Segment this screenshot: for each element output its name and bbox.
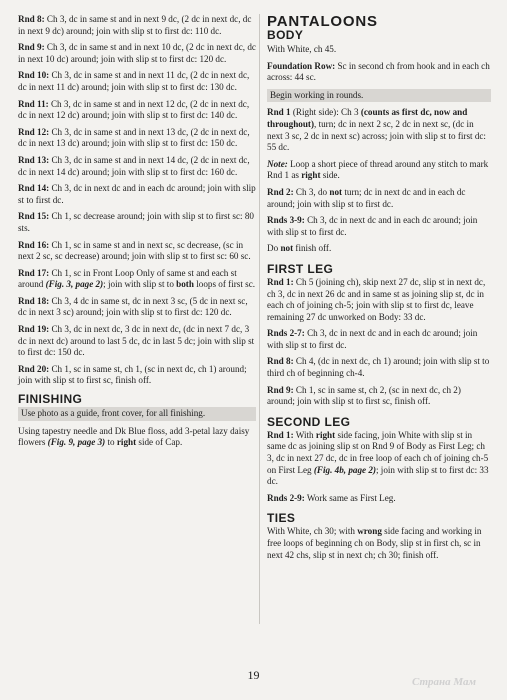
watermark-logo: Страна Мам xyxy=(412,676,477,688)
round-label: Rnds 3-9: xyxy=(267,215,305,226)
round-label: Rnd 19: xyxy=(18,324,50,335)
round-text: ; join with slip st to first dc: 33 dc. xyxy=(267,464,489,487)
round-paragraph xyxy=(18,127,256,150)
ties-paragraph xyxy=(267,526,491,561)
round-text: Ch 3, dc in same st and in next 12 dc, (2 dc in next dc, dc in next 12 dc) around; join with slip st to first dc: 140 dc. xyxy=(18,98,250,121)
round-text: loops of first sc. xyxy=(193,279,256,290)
figure-reference: (Fig. 3, page 2) xyxy=(45,279,104,290)
figure-reference: (Fig. 9, page 3) xyxy=(47,437,106,448)
body-intro: With White, ch 45. xyxy=(267,44,337,54)
round-text: , turn; dc in next 2 sc, 2 dc in next sc, (dc in next 3 sc, 2 dc in next sc) across; join with slip st to first dc: 55 dc. xyxy=(267,118,486,153)
round-paragraph xyxy=(267,328,491,351)
round-label: Rnd 14: xyxy=(18,183,50,194)
round-label: Rnd 9: xyxy=(267,384,294,395)
finishing-text: Using tapestry needle and Dk Blue floss, add 3-petal lazy daisy flowers xyxy=(18,425,250,448)
rounds-list xyxy=(18,14,256,263)
round-text: Ch 5 (joining ch), skip next 27 dc, slip st in next dc, ch 3, dc in next 26 dc and in same st as joining slip st, dc in each ch of joining ch-5; join with slip st to first dc, leave remaining 27 dc unworked on Body: 33 dc. xyxy=(267,276,486,322)
round-text: Ch 4, (dc in next dc, ch 1) around; join with slip st to third ch of beginning ch-4. xyxy=(267,356,490,379)
round-text: ; join with slip st to xyxy=(103,279,177,290)
round-text: Ch 1, sc in same st, ch 2, (sc in next dc, ch 2) around; join with slip st to first sc, finish off. xyxy=(267,384,461,407)
round-paragraph xyxy=(18,364,256,387)
round-paragraph xyxy=(267,493,491,505)
round-paragraph xyxy=(267,430,491,488)
emphasis: right xyxy=(301,170,321,181)
round-paragraph xyxy=(18,183,256,206)
instruction-paragraph xyxy=(267,243,491,255)
rounds-note: Begin working in rounds. xyxy=(267,89,491,103)
finishing-heading: FINISHING xyxy=(18,392,83,407)
round-paragraph xyxy=(18,155,256,178)
ties-text: With White, ch 30; with xyxy=(267,526,358,537)
round-text: Ch 1, sc in same st, ch 1, (sc in next dc, ch 1) around; join with slip st to first sc, finish off. xyxy=(18,363,247,386)
instruction-text: Do xyxy=(267,243,281,254)
page-number: 19 xyxy=(247,668,260,682)
round-label: Rnd 10: xyxy=(18,70,50,81)
round-paragraph xyxy=(18,42,256,65)
round-text: Ch 3, dc in next dc and in each dc around; join with slip st to first dc. xyxy=(18,183,256,205)
round-text: Ch 3, 4 dc in same st, dc in next 3 sc, (5 dc in next sc, dc in next 3 sc) around; join with slip st to first dc: 120 dc. xyxy=(18,295,248,318)
round-text: Ch 3, dc in next dc and in each dc around; join with slip st to first dc. xyxy=(267,215,478,237)
ties-heading: TIES xyxy=(267,511,296,526)
round-paragraph xyxy=(18,99,256,122)
round-text: turn; dc in next dc and in each dc around; join with slip st to first dc. xyxy=(267,186,466,209)
rounds-list xyxy=(18,296,256,387)
emphasis: both xyxy=(176,279,194,290)
round-text: Ch 3, dc in next dc and in each dc around; join with slip st to first dc. xyxy=(267,328,478,350)
round-label: Rnds 2-7: xyxy=(267,328,305,339)
round-paragraph xyxy=(18,14,256,37)
round-label: Rnd 18: xyxy=(18,295,50,306)
note-paragraph xyxy=(267,159,491,182)
emphasis: right xyxy=(116,437,137,448)
emphasis: not xyxy=(329,186,343,197)
figure-reference: (Fig. 4b, page 2) xyxy=(313,464,376,475)
emphasis: (counts as first dc, now and throughout) xyxy=(267,107,468,129)
round-label: Rnd 15: xyxy=(18,211,50,222)
round-text: Ch 3, dc in next dc, 3 dc in next dc, (dc in next 7 dc, 3 dc in next dc) around to last 5 dc, dc in last 5 dc; join with slip st to first dc: 150 dc. xyxy=(18,324,255,358)
round-label: Rnd 12: xyxy=(18,126,50,137)
round-text: Ch 3, dc in same st and in next 13 dc, (2 dc in next dc, dc in next 13 dc) around; join with slip st to first dc: 150 dc. xyxy=(18,126,250,149)
round-label: Rnd 16: xyxy=(18,239,50,250)
round-paragraph xyxy=(18,268,256,291)
round-text: (Right side): Ch 3 xyxy=(290,107,361,118)
round-text: side facing, join White with slip st in same dc as joining slip st on Rnd 9 of Body as First Leg; ch 3, dc in next 27 dc, dc in free loop of each ch of joining ch-5 on First Leg xyxy=(267,429,489,475)
second-leg-heading: SECOND LEG xyxy=(267,414,351,429)
round-text: Ch 3, dc in same st and in next 10 dc, (2 dc in next dc, dc in next 10 dc) around; join with slip st to first dc: 120 dc. xyxy=(18,42,256,64)
round-label: Rnd 2: xyxy=(267,186,294,197)
round-label: Rnd 11: xyxy=(18,98,49,109)
round-label: Foundation Row: xyxy=(267,60,336,71)
pattern-title: PANTALOONS xyxy=(267,13,378,30)
round-text: Ch 3, dc in same st and in next 11 dc, (2 dc in next dc, dc in next 11 dc) around; join with slip st to first dc: 130 dc. xyxy=(18,70,250,92)
column-divider xyxy=(259,14,260,624)
first-leg-heading: FIRST LEG xyxy=(267,261,334,276)
right-column xyxy=(267,14,491,566)
finishing-text: to xyxy=(105,437,117,448)
note-text: Loop a short piece of thread around any stitch to mark Rnd 1 as xyxy=(267,158,489,181)
round-paragraph xyxy=(18,211,256,234)
round-label: Rnd 20: xyxy=(18,363,50,374)
round-paragraph xyxy=(267,107,491,153)
round-paragraph xyxy=(18,324,256,359)
instruction-text: finish off. xyxy=(293,243,332,254)
round-label: Rnd 1 xyxy=(267,107,291,118)
emphasis: not xyxy=(280,243,294,254)
round-paragraph xyxy=(267,215,491,238)
round-label: Rnd 17: xyxy=(18,267,50,278)
round-paragraph xyxy=(18,70,256,93)
round-paragraph xyxy=(267,277,491,323)
round-label: Rnd 8: xyxy=(18,14,45,24)
round-paragraph xyxy=(267,356,491,379)
note-label: Note: xyxy=(267,158,288,169)
ties-text: side facing and working in free loops of beginning ch on Body, slip st in first ch, sc in next 42 chs, slip st in next ch; ch 30; finish off. xyxy=(267,526,482,560)
round-text: Ch 3, do xyxy=(293,186,330,197)
round-text: Ch 3, dc in same st and in next 14 dc, (2 dc in next dc, dc in next 14 dc) around; join with slip st to first dc: 160 dc. xyxy=(18,154,250,177)
finishing-note: Use photo as a guide, front cover, for all finishing. xyxy=(18,407,256,421)
round-text: Work same as First Leg. xyxy=(304,492,396,503)
body-heading: BODY xyxy=(267,28,304,42)
note-text: side. xyxy=(320,170,340,181)
round-text: Ch 1, sc in Front Loop Only of same st and each st around xyxy=(18,267,237,290)
round-text: With xyxy=(293,429,316,440)
round-label: Rnd 13: xyxy=(18,154,50,165)
round-text: Ch 1, sc in same st and in next sc, sc decrease, (sc in next 2 sc, sc decrease) around; join with slip st to first sc: 60 sc. xyxy=(18,239,251,262)
round-paragraph xyxy=(267,385,491,408)
round-label: Rnd 8: xyxy=(267,356,294,367)
left-column xyxy=(18,14,256,454)
emphasis: wrong xyxy=(357,526,382,537)
emphasis: right xyxy=(315,429,336,440)
round-text: Sc in second ch from hook and in each ch across: 44 sc. xyxy=(267,60,490,83)
finishing-text: side of Cap. xyxy=(136,437,183,448)
round-label: Rnds 2-9: xyxy=(267,492,305,503)
round-label: Rnd 1: xyxy=(267,276,294,287)
round-label: Rnd 1: xyxy=(267,429,294,440)
round-paragraph xyxy=(18,240,256,263)
round-label: Rnd 9: xyxy=(18,42,45,53)
finishing-paragraph xyxy=(18,426,256,449)
round-text: Ch 1, sc decrease around; join with slip st to first sc: 80 sts. xyxy=(18,211,254,233)
foundation-row xyxy=(267,61,491,84)
round-text: Ch 3, dc in same st and in next 9 dc, (2 dc in next dc, dc in next 9 dc) around; join with slip st to first dc: 110 dc. xyxy=(18,14,252,36)
round-paragraph xyxy=(18,296,256,319)
round-paragraph xyxy=(267,187,491,210)
